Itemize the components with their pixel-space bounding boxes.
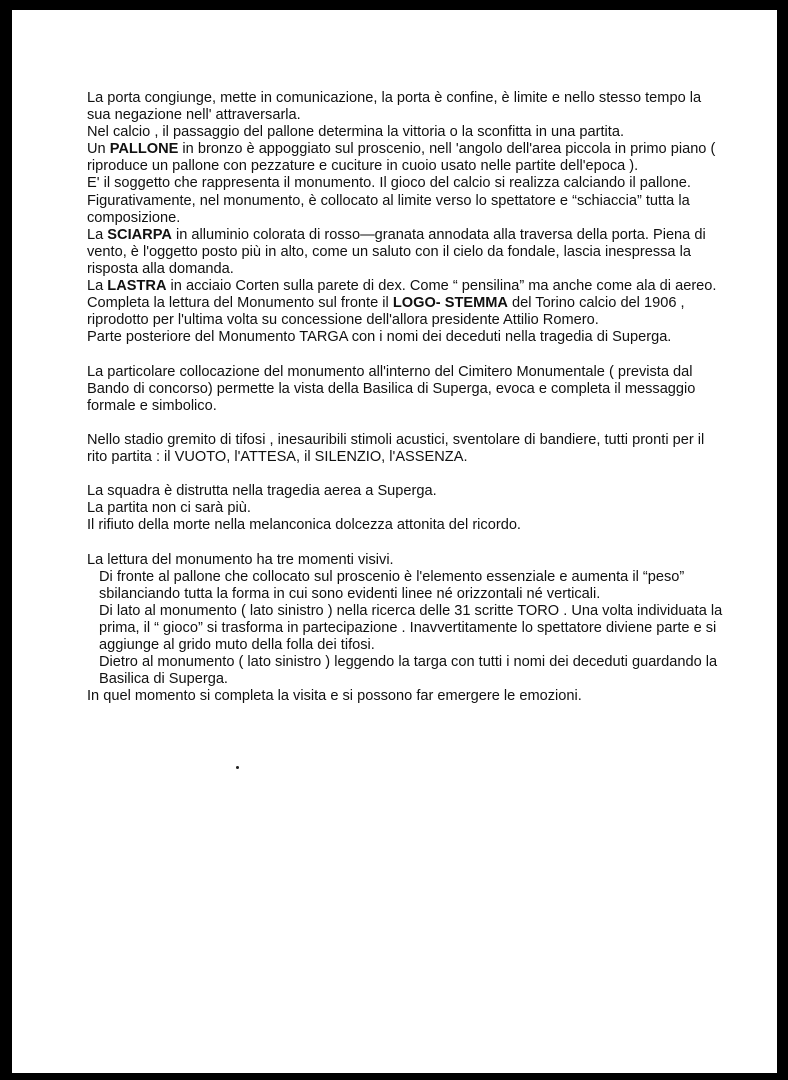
paragraph-calcio: Nel calcio , il passaggio del pallone determina la vittoria o la sconfitta in una partita. <box>87 124 625 141</box>
paragraph-sciarpa <box>87 227 727 278</box>
paragraph-porta: La porta congiunge, mette in comunicazione, la porta è confine, è limite e nello stesso tempo la sua negazione nell' attraversarla. <box>87 90 702 124</box>
spacer <box>87 534 727 551</box>
spacer <box>87 415 727 432</box>
paragraph-logo <box>87 295 727 329</box>
pallone-keyword: PALLONE <box>109 141 179 158</box>
document-body <box>87 90 727 705</box>
paragraph-lettura: La lettura del monumento ha tre momenti visivi. <box>87 551 394 568</box>
lastra-prefix: La <box>87 278 108 295</box>
paragraph-lastra <box>87 278 727 295</box>
lastra-text: in acciaio Corten sulla parete di dex. Come “ pensilina” ma anche come ala di aereo. <box>166 278 717 295</box>
logo-prefix: Completa la lettura del Monumento sul fronte il <box>87 295 393 312</box>
lastra-keyword: LASTRA <box>107 278 167 295</box>
sciarpa-keyword: SCIARPA <box>107 226 172 243</box>
paragraph-rifiuto: Il rifiuto della morte nella melanconica dolcezza attonita del ricordo. <box>87 517 521 534</box>
paragraph-squadra: La squadra è distrutta nella tragedia aerea a Superga. <box>87 483 437 500</box>
paragraph-conclusione: In quel momento si completa la visita e si possono far emergere le emozioni. <box>87 688 582 705</box>
paragraph-fronte: Di fronte al pallone che collocato sul proscenio è l'elemento essenziale e aumenta il “peso” sbilanciando tutta la forma in cui sono evidenti linee né orizzontali né verticali. <box>99 568 685 602</box>
paragraph-soggetto: E' il soggetto che rappresenta il monumento. Il gioco del calcio si realizza calciando il pallone. Figurativamente, nel monumento, è collocato al limite verso lo spettatore e “schiaccia” tutta la composizione. <box>87 175 691 226</box>
logo-keyword: LOGO- STEMMA <box>392 295 508 312</box>
paragraph-pallone <box>87 141 727 175</box>
spacer <box>87 346 727 363</box>
spacer <box>87 466 727 483</box>
sciarpa-text: in alluminio colorata di rosso—granata annodata alla traversa della porta. Piena di vento, è l'oggetto posto più in alto, come un saluto con il cielo da fondale, lascia inespressa la risposta alla domanda. <box>87 226 706 277</box>
paragraph-lato: Di lato al monumento ( lato sinistro ) nella ricerca delle 31 scritte TORO . Una volta individuata la prima, il “ gioco” si trasforma in partecipazione . Inavvertitamente lo spettatore diviene parte e si aggiunge al grido muto della folla dei tifosi. <box>99 602 723 653</box>
pallone-text: in bronzo è appoggiato sul proscenio, nell 'angolo dell'area piccola in primo piano ( riproduce un pallone con pezzature e cuciture in cuoio usato nelle partite dell'epoca ). <box>87 141 716 175</box>
paragraph-stadio: Nello stadio gremito di tifosi , inesauribili stimoli acustici, sventolare di bandiere, tutti pronti per il rito partita : il VUOTO, l'ATTESA, il SILENZIO, l'ASSENZA. <box>87 431 705 465</box>
paragraph-targa: Parte posteriore del Monumento TARGA con i nomi dei deceduti nella tragedia di Superga. <box>87 329 672 346</box>
sciarpa-prefix: La <box>87 226 108 243</box>
paragraph-partita: La partita non ci sarà più. <box>87 500 251 517</box>
logo-text: del Torino calcio del 1906 , riprodotto per l'ultima volta su concessione dell'allora presidente Attilio Romero. <box>87 295 685 329</box>
paragraph-collocazione: La particolare collocazione del monumento all'interno del Cimitero Monumentale ( prevista dal Bando di concorso) permette la vista della Basilica di Superga, evoca e completa il messaggio formale e simbolico. <box>87 363 696 414</box>
speck-mark <box>236 766 239 769</box>
document-page <box>12 10 777 1073</box>
pallone-prefix: Un <box>87 141 110 158</box>
paragraph-dietro: Dietro al monumento ( lato sinistro ) leggendo la targa con tutti i nomi dei deceduti guardando la Basilica di Superga. <box>99 654 718 688</box>
